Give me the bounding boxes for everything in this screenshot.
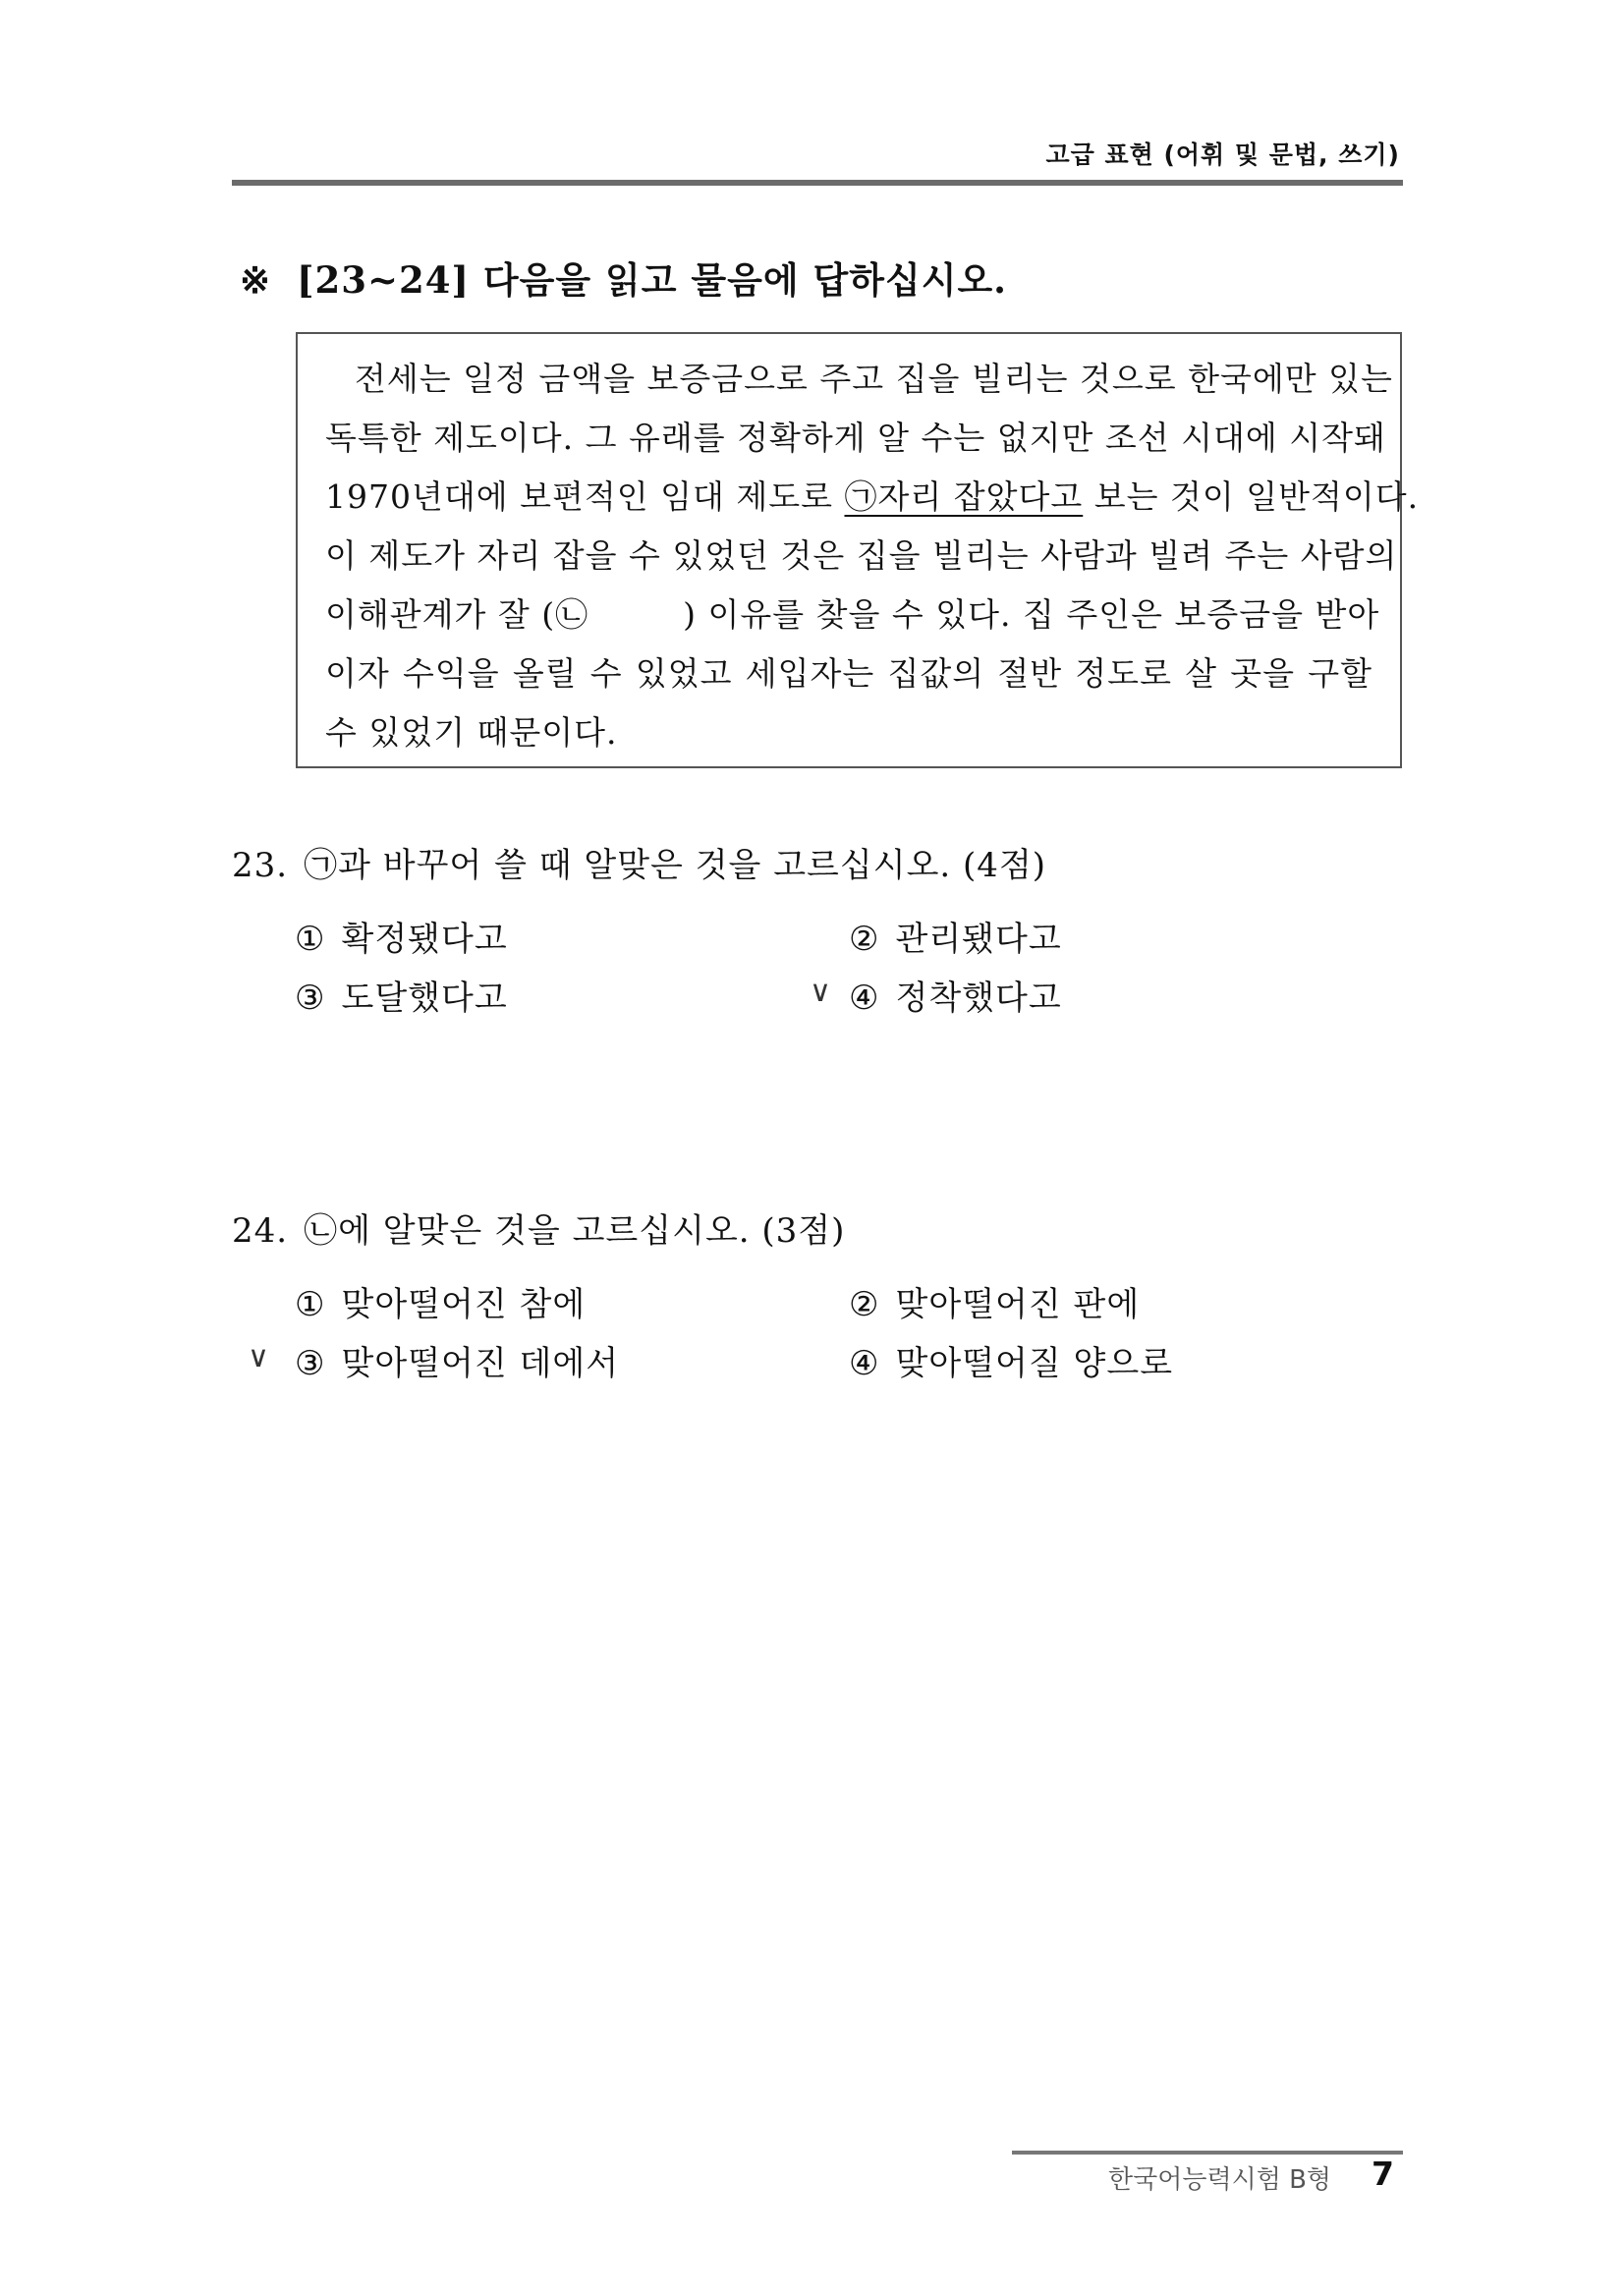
passage-line: 이 제도가 자리 잡을 수 있었던 것은 집을 빌리는 사람과 빌려 주는 사람의 — [325, 536, 1398, 575]
passage-text: 보는 것이 일반적이다. — [1083, 477, 1420, 516]
question-prompt: ㉡에 알맞은 것을 고르십시오. (3점) — [304, 1211, 846, 1251]
passage-text: 이해관계가 잘 ( — [325, 595, 556, 634]
option-24-2[interactable] — [849, 1277, 1140, 1325]
option-number: ③ — [295, 979, 326, 1018]
option-23-2[interactable] — [849, 912, 1062, 960]
option-24-3[interactable] — [295, 1336, 619, 1384]
reference-mark: ※ — [240, 258, 272, 302]
option-text: 정착했다고 — [895, 979, 1062, 1018]
passage-line — [325, 586, 1380, 644]
passage-line: 독특한 제도이다. 그 유래를 정확하게 알 수는 없지만 조선 시대에 시작돼 — [325, 419, 1386, 457]
question-number: 23. — [232, 846, 289, 885]
header-divider — [232, 180, 1403, 186]
blank-b: ㉡ — [555, 595, 589, 634]
answer-check-mark: ∨ — [248, 1340, 269, 1374]
option-number: ① — [295, 920, 326, 959]
page-number: 7 — [1372, 2155, 1394, 2193]
question-24 — [232, 1204, 845, 1252]
passage-text: 1970년대에 보편적인 임대 제도로 — [325, 477, 845, 516]
option-text: 맞아떨어진 데에서 — [341, 1344, 620, 1383]
option-text: 맞아떨어진 참에 — [341, 1285, 587, 1324]
option-24-4[interactable] — [849, 1336, 1173, 1384]
question-number: 24. — [232, 1211, 289, 1251]
footer-divider — [1012, 2151, 1403, 2155]
passage-line: 수 있었기 때문이다. — [325, 713, 618, 752]
question-prompt: ㉠과 바꾸어 쓸 때 알맞은 것을 고르십시오. (4점) — [304, 846, 1047, 885]
underlined-expression-a: ㉠자리 잡았다고 — [844, 477, 1084, 516]
option-24-1[interactable] — [295, 1277, 586, 1325]
option-23-3[interactable] — [295, 971, 508, 1019]
option-number: ② — [849, 1285, 880, 1324]
passage-line: 이자 수익을 올릴 수 있었고 세입자는 집값의 절반 정도로 살 곳을 구할 — [325, 654, 1372, 693]
footer-exam-name: 한국어능력시험 B형 — [1108, 2165, 1332, 2195]
header-title: 고급 표현 (어휘 및 문법, 쓰기) — [1045, 140, 1400, 169]
option-number: ③ — [295, 1344, 326, 1383]
option-text: 확정됐다고 — [341, 920, 508, 959]
option-number: ④ — [849, 1344, 880, 1383]
passage-line: 전세는 일정 금액을 보증금으로 주고 집을 빌리는 것으로 한국에만 있는 — [355, 360, 1393, 398]
option-text: 도달했다고 — [341, 979, 508, 1018]
option-23-4[interactable] — [849, 971, 1062, 1019]
passage-line — [325, 468, 1420, 527]
option-number: ④ — [849, 979, 880, 1018]
option-23-1[interactable] — [295, 912, 508, 960]
option-text: 맞아떨어질 양으로 — [895, 1344, 1174, 1383]
question-23 — [232, 838, 1046, 886]
option-number: ① — [295, 1285, 326, 1324]
passage-box — [296, 332, 1420, 768]
option-text: 맞아떨어진 판에 — [895, 1285, 1141, 1324]
option-text: 관리됐다고 — [895, 920, 1062, 959]
section-heading — [240, 251, 1007, 304]
option-number: ② — [849, 920, 880, 959]
passage-text: ) 이유를 찾을 수 있다. 집 주인은 보증금을 받아 — [683, 595, 1380, 634]
answer-check-mark: ∨ — [810, 975, 831, 1009]
section-instruction: [23~24] 다음을 읽고 물음에 답하십시오. — [297, 258, 1008, 302]
